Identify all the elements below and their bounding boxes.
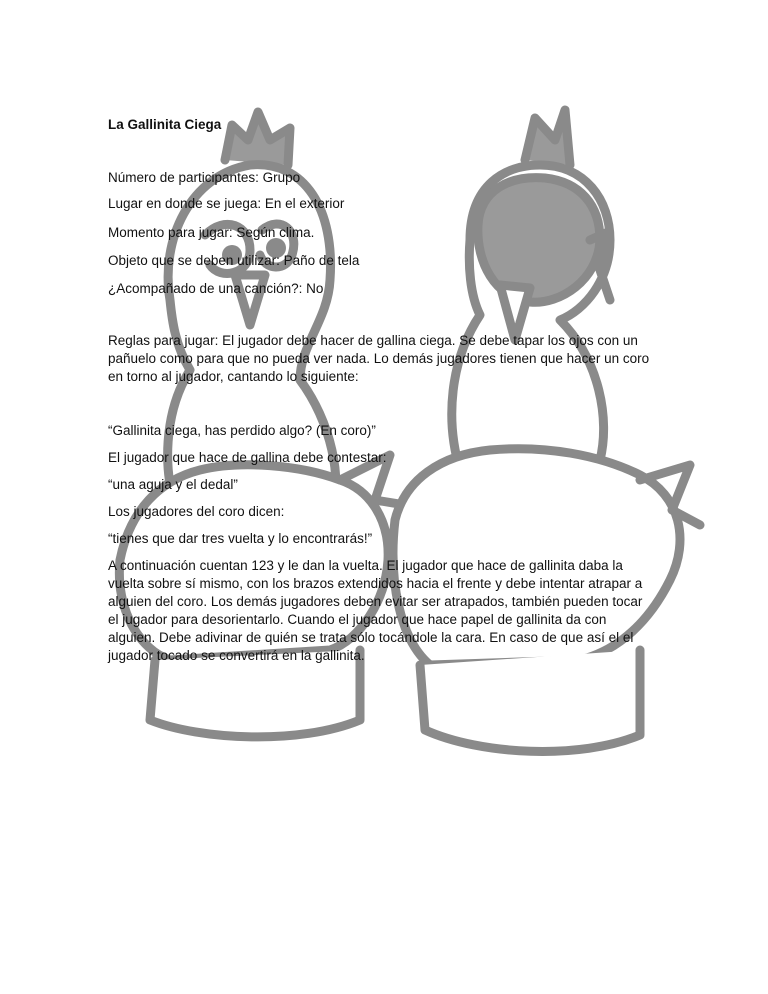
dialogue-line: “tienes que dar tres vuelta y lo encontrarás!” — [108, 531, 373, 546]
dialogue-line: “una aguja y el dedal” — [108, 477, 238, 492]
final-line: alguien. Debe adivinar de quién se trata sólo tocándole la cara. En caso de que así el el — [108, 630, 634, 645]
rules-line: en torno al jugador, cantando lo siguiente: — [108, 369, 359, 384]
document-title: La Gallinita Ciega — [108, 117, 222, 132]
final-line: alguien del coro. Los demás jugadores deben evitar ser atrapados, también pueden tocar — [108, 594, 643, 609]
dialogue-line: “Gallinita ciega, has perdido algo? (En coro)” — [108, 423, 376, 438]
final-line: vuelta sobre sí mismo, con los brazos extendidos hacia el frente y debe intentar atrapar a — [108, 576, 643, 591]
rules-line: Reglas para jugar: El jugador debe hacer de gallina ciega. Se debe tapar los ojos con un — [108, 333, 638, 348]
info-location: Lugar en donde se juega: En el exterior — [108, 196, 345, 211]
info-moment: Momento para jugar: Según clima. — [108, 225, 315, 240]
final-line: A continuación cuentan 123 y le dan la vuelta. El jugador que hace de gallinita daba la — [108, 558, 623, 573]
info-object: Objeto que se deben utilizar: Paño de tela — [108, 253, 360, 268]
dialogue-line: Los jugadores del coro dicen: — [108, 504, 285, 519]
info-song: ¿Acompañado de una canción?: No — [108, 281, 324, 296]
final-line: jugador tocado se convertirá en la gallinita. — [108, 648, 365, 663]
final-line: el jugador para desorientarlo. Cuando el jugador que hace papel de gallinita da con — [108, 612, 607, 627]
rules-line: pañuelo como para que no pueda ver nada. Lo demás jugadores tienen que hacer un coro — [108, 351, 650, 366]
dialogue-line: El jugador que hace de gallina debe contestar: — [108, 450, 387, 465]
info-participants: Número de participantes: Grupo — [108, 170, 301, 185]
